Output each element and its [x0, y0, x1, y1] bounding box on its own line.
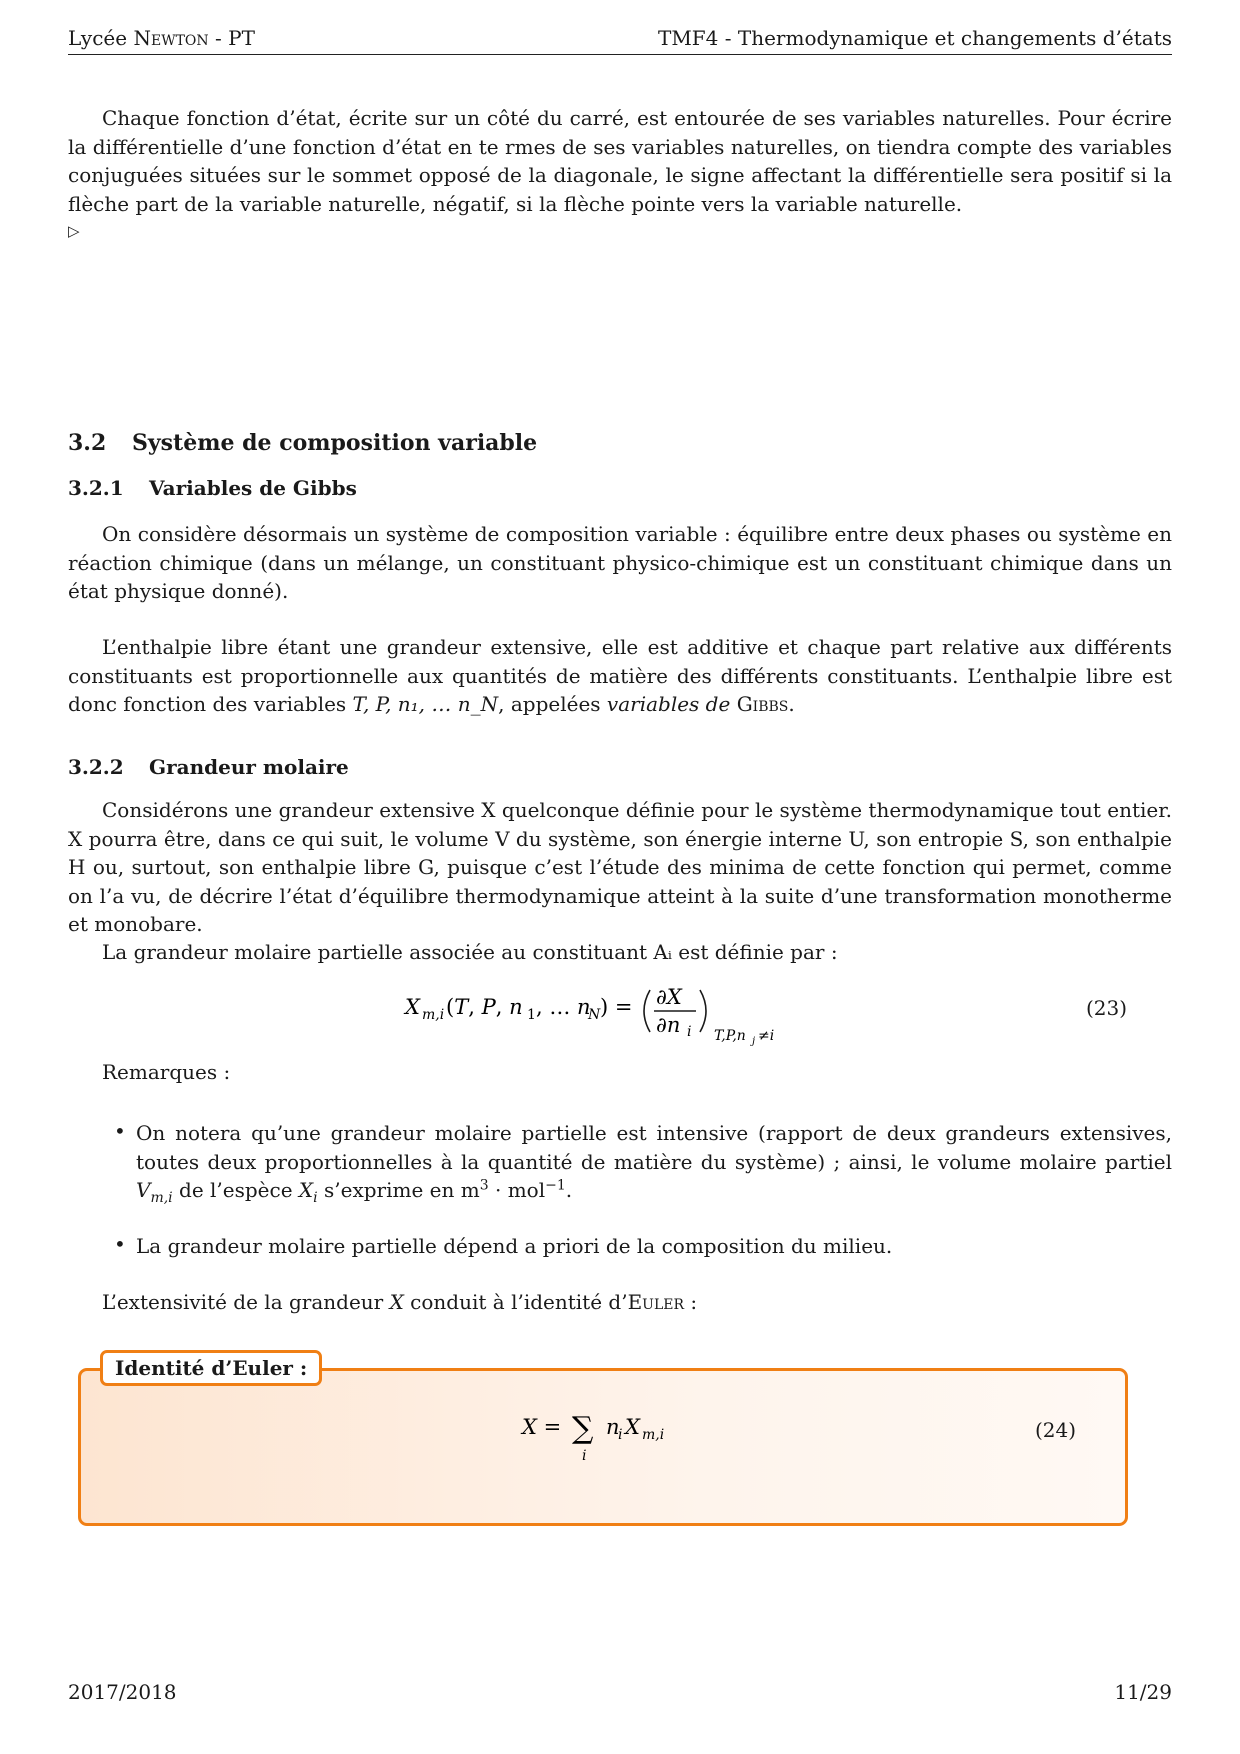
intro-paragraph: Chaque fonction d’état, écrite sur un côté du carré, est entourée de ses variables naturelles. Pour écrire la différentielle d’une fonction d’état en te rmes de ses variables naturelles, on tiendra compte des variables conjuguées situées sur le sommet opposé de la diagonale, le signe affectant la différentielle sera positif si la flèche part de la variable naturelle, négatif, si la flèche pointe vers la variable naturelle.	[68, 106, 1172, 216]
paragraph-gibbs-1: On considère désormais un système de composition variable : équilibre entre deux phases ou système en réaction chimique (dans un mélange, un constituant physico-chimique est un constituant chimique dans un état physique donné).	[68, 522, 1172, 603]
paragraph-gibbs-2: L’enthalpie libre étant une grandeur extensive, elle est additive et chaque part relative aux différents constituants est proportionnelle aux quantités de matière des différents constituants. L’enthalpie libre est donc fonction des variables T, P, n₁, … n_N, appelées variables de Gibbs.	[68, 635, 1172, 716]
svg-text:N: N	[588, 1007, 601, 1023]
svg-text:m,i: m,i	[422, 1007, 445, 1023]
svg-text:≠i: ≠i	[758, 1028, 775, 1044]
running-header	[68, 26, 1172, 54]
equation-24	[510, 1400, 710, 1470]
euler-identity-title: Identité d’Euler :	[100, 1350, 322, 1386]
svg-text:X =: X =	[522, 1415, 562, 1439]
svg-text:n: n	[606, 1415, 620, 1439]
bullet-dot-1: •	[114, 1119, 126, 1143]
svg-text:T,P,n: T,P,n	[714, 1028, 746, 1044]
subsection-heading-molaire: 3.2.2 Grandeur molaire	[68, 755, 349, 779]
svg-text:j: j	[752, 1036, 756, 1047]
equation-23-number: (23)	[1086, 996, 1128, 1020]
svg-text:∂n: ∂n	[656, 1013, 681, 1037]
header-left: Lycée Newton - PT	[68, 26, 255, 50]
header-rule	[68, 54, 1172, 55]
equation-23	[400, 978, 820, 1048]
svg-text:m,i: m,i	[642, 1427, 665, 1443]
svg-text:X: X	[405, 995, 420, 1019]
footer-year: 2017/2018	[68, 1680, 177, 1704]
svg-text:∑: ∑	[572, 1411, 594, 1446]
equation-24-number: (24)	[1035, 1418, 1077, 1442]
footer-page-number: 11/29	[1114, 1680, 1172, 1704]
section-heading: 3.2 Système de composition variable	[68, 430, 538, 456]
euler-intro: L’extensivité de la grandeur X conduit à l’identité d’Euler :	[102, 1290, 698, 1314]
svg-text:X: X	[625, 1415, 640, 1439]
bullet-item-2: La grandeur molaire partielle dépend a priori de la composition du milieu.	[136, 1234, 893, 1258]
paragraph-molaire-2: La grandeur molaire partielle associée au constituant Aᵢ est définie par :	[102, 940, 838, 964]
svg-text:, … n: , … n	[536, 995, 591, 1019]
bullet-dot-2: •	[114, 1232, 126, 1256]
bullet-item-1: On notera qu’une grandeur molaire partielle est intensive (rapport de deux grandeurs extensives, toutes deux proportionnelles à la quantité de matière du système) ; ainsi, le volume molaire partiel $V_{m,i}$ de l’espèce $X_i$ s’exprime en $m^3 \cdot mol^{-1}$.	[136, 1121, 1172, 1206]
svg-text:i: i	[687, 1024, 692, 1040]
header-right: TMF4 - Thermodynamique et changements d’états	[657, 26, 1172, 50]
triangle-marker: ▷	[68, 222, 80, 240]
subsection-heading-gibbs: 3.2.1 Variables de Gibbs	[68, 476, 357, 500]
remarks-label: Remarques :	[102, 1060, 231, 1084]
svg-text:i: i	[582, 1448, 587, 1464]
svg-text:) =: ) =	[600, 995, 633, 1019]
svg-text:1: 1	[527, 1007, 536, 1023]
paragraph-molaire-1: Considérons une grandeur extensive X quelconque définie pour le système thermodynamique tout entier. X pourra être, dans ce qui suit, le volume V du système, son énergie interne U, son entropie S, son enthalpie H ou, surtout, son enthalpie libre G, puisque c’est l’étude des minima de cette fonction qui permet, comme on l’a vu, de décrire l’état d’équilibre thermodynamique atteint à la suite d’une transformation monotherme et monobare.	[68, 798, 1172, 936]
svg-text:(T, P, n: (T, P, n	[446, 995, 523, 1019]
svg-text:∂X: ∂X	[656, 985, 682, 1009]
svg-text:i: i	[618, 1427, 623, 1443]
